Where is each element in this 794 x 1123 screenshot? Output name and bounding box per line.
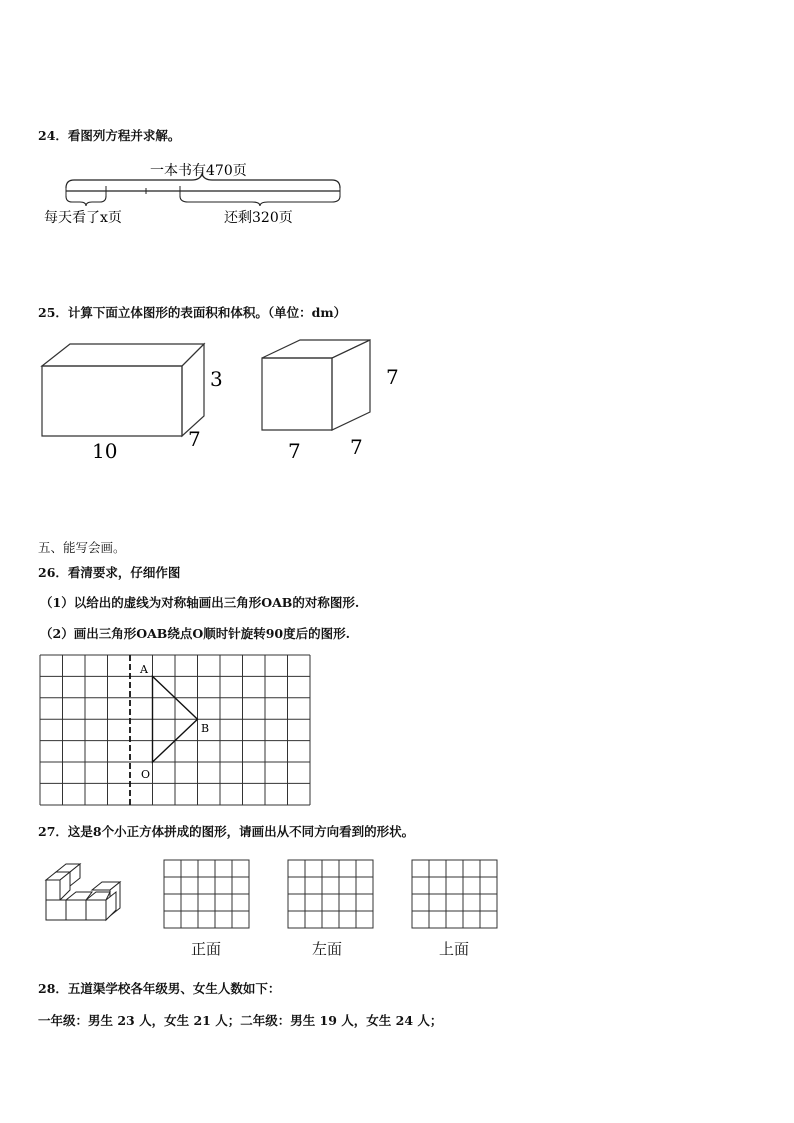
- point-b-label: B: [201, 722, 210, 735]
- q27-title: 27．这是8个小正方体拼成的图形，请画出从不同方向看到的形状。: [38, 824, 415, 839]
- cuboid-top-face: [42, 344, 204, 366]
- q25-cube-figure: [256, 336, 416, 466]
- cuboid-length-label: 10: [92, 439, 118, 463]
- cuboid-front-face: [42, 366, 182, 436]
- q27-left-view-grid: [287, 859, 375, 931]
- q26-part1: （1）以给出的虚线为对称轴画出三角形OAB的对称图形.: [40, 595, 360, 610]
- q26-title: 26．看清要求，仔细作图: [38, 565, 181, 580]
- q24-top-brace: [66, 174, 340, 188]
- q24-line-diagram: [44, 158, 382, 228]
- cuboid-width-label: 7: [188, 427, 201, 451]
- q26-part2: （2）画出三角形OAB绕点O顺时针旋转90度后的图形.: [40, 626, 350, 641]
- q27-left-view-caption: 左面: [312, 940, 343, 958]
- point-a-label: A: [140, 663, 148, 676]
- q24-left-brace: [66, 196, 106, 206]
- q26-grid-figure: [39, 654, 313, 808]
- q27-front-view-caption: 正面: [191, 940, 222, 958]
- q24-right-label: 还剩320页: [224, 210, 293, 226]
- q24-right-brace: [180, 196, 340, 206]
- cube-edge-depth-label: 7: [350, 435, 363, 459]
- q25-cuboid-figure: [36, 340, 236, 470]
- cuboid-side-face: [182, 344, 204, 436]
- section5-title: 五、能写会画。: [38, 540, 126, 555]
- q27-front-view-grid: [163, 859, 251, 931]
- cube-edge-front-label: 7: [288, 439, 301, 463]
- cube-edge-right-label: 7: [386, 365, 399, 389]
- q27-top-view-caption: 上面: [439, 940, 470, 958]
- q28-line1: 一年级：男生 23 人，女生 21 人；二年级：男生 19 人，女生 24 人；: [38, 1013, 443, 1028]
- q27-top-view-grid: [411, 859, 499, 931]
- cube-front-face: [262, 358, 332, 430]
- q24-left-label: 每天看了x页: [44, 210, 122, 226]
- cuboid-height-label: 3: [210, 367, 223, 391]
- q24-total-label: 一本书有470页: [150, 163, 247, 179]
- q24-title: 24．看图列方程并求解。: [38, 128, 181, 143]
- q25-title: 25．计算下面立体图形的表面积和体积。（单位：dm）: [38, 305, 347, 320]
- q27-cube-stack-figure: [40, 860, 130, 930]
- cube-side-face: [332, 340, 370, 430]
- cube-top-face: [262, 340, 370, 358]
- point-o-label: O: [141, 768, 151, 781]
- q26-grid: [40, 655, 310, 805]
- q28-title: 28．五道渠学校各年级男、女生人数如下：: [38, 981, 281, 996]
